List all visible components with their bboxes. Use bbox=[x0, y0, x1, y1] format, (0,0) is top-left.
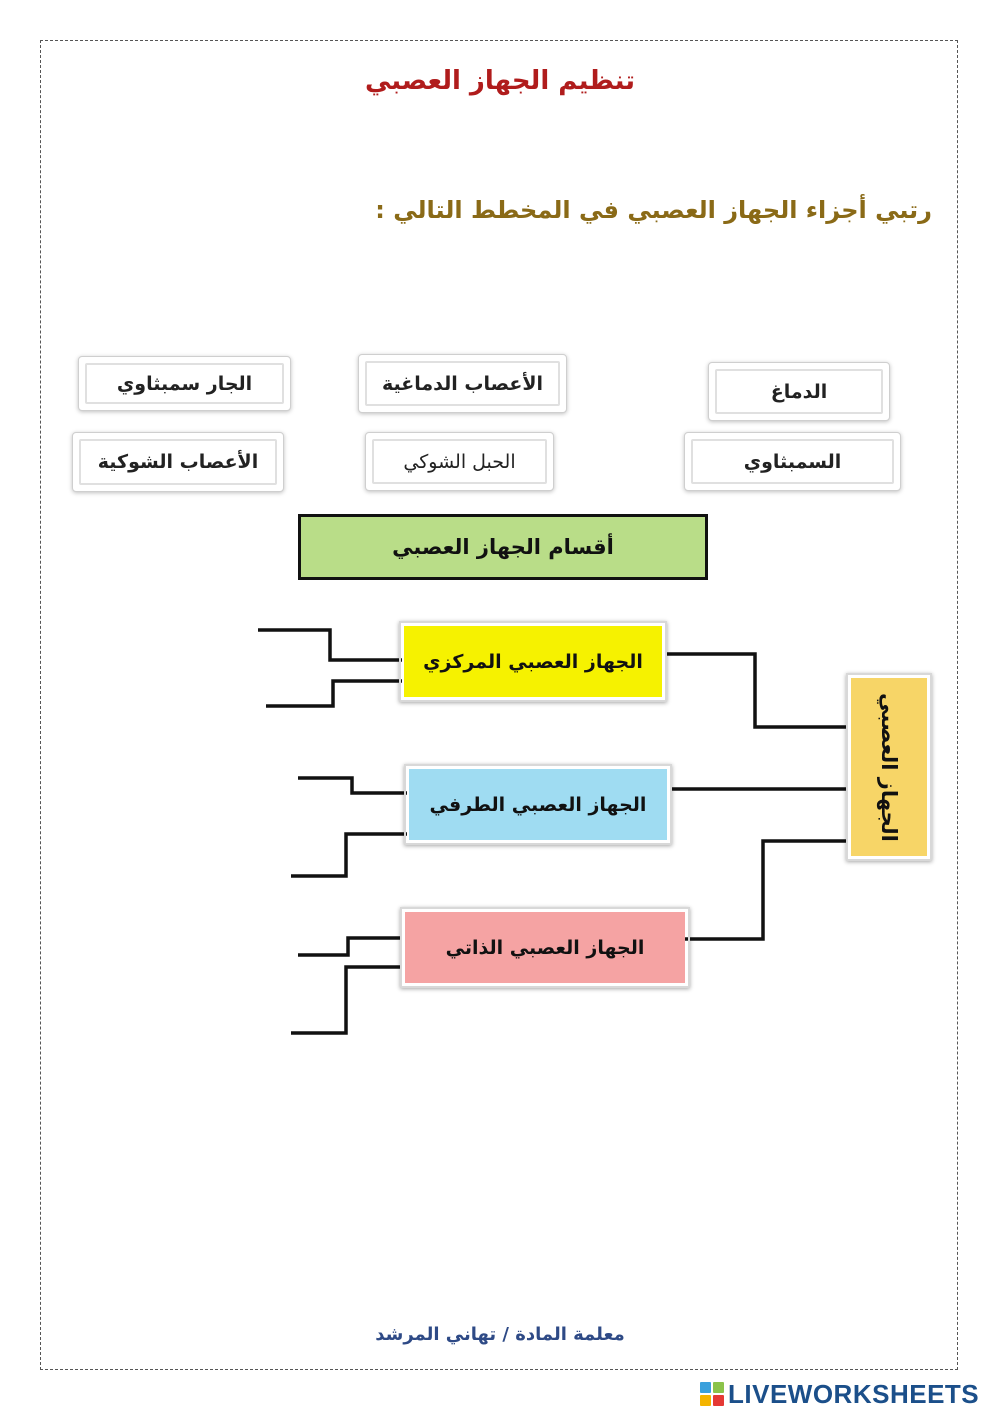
word-card-label: السمبثاوي bbox=[691, 439, 894, 484]
teacher-credit: معلمة المادة / تهاني المرشد bbox=[375, 1324, 625, 1345]
root-label: الجهاز العصبي bbox=[877, 692, 901, 842]
diagram-header: أقسام الجهاز العصبي bbox=[298, 514, 708, 580]
word-card-label: الدماغ bbox=[715, 369, 883, 414]
division-label: الجهاز العصبي المركزي bbox=[404, 626, 662, 697]
line-cns-branch-2 bbox=[266, 681, 402, 706]
line-pns-branch-1 bbox=[298, 778, 407, 793]
line-ans-branch-1 bbox=[298, 938, 402, 955]
box-central-nervous-system bbox=[399, 621, 667, 702]
word-card-label: الأعصاب الشوكية bbox=[79, 439, 277, 485]
division-label: الجهاز العصبي الذاتي bbox=[405, 912, 685, 983]
box-autonomic-nervous-system bbox=[400, 907, 690, 988]
brand-name: LIVEWORKSHEETS bbox=[728, 1378, 980, 1409]
line-pns-branch-2 bbox=[291, 834, 407, 876]
word-card-label: الجار سمبثاوي bbox=[85, 363, 284, 404]
instruction-text: رتبي أجزاء الجهاز العصبي في المخطط التالي : bbox=[375, 196, 932, 224]
line-cns-branch-1 bbox=[258, 630, 402, 660]
brand-icon bbox=[700, 1382, 724, 1406]
line-ans-branch-2 bbox=[291, 967, 402, 1033]
box-peripheral-nervous-system bbox=[404, 764, 672, 845]
brand-logo bbox=[700, 1378, 979, 1410]
line-ans-root bbox=[683, 841, 848, 939]
word-card-label: الحبل الشوكي bbox=[372, 439, 547, 484]
line-cns-root bbox=[665, 654, 848, 727]
worksheet-title: تنظيم الجهاز العصبي bbox=[364, 66, 635, 96]
box-nervous-system-root bbox=[846, 673, 932, 861]
division-label: الجهاز العصبي الطرفي bbox=[409, 769, 667, 840]
root-fill bbox=[851, 678, 927, 856]
word-card-label: الأعصاب الدماغية bbox=[365, 361, 560, 406]
